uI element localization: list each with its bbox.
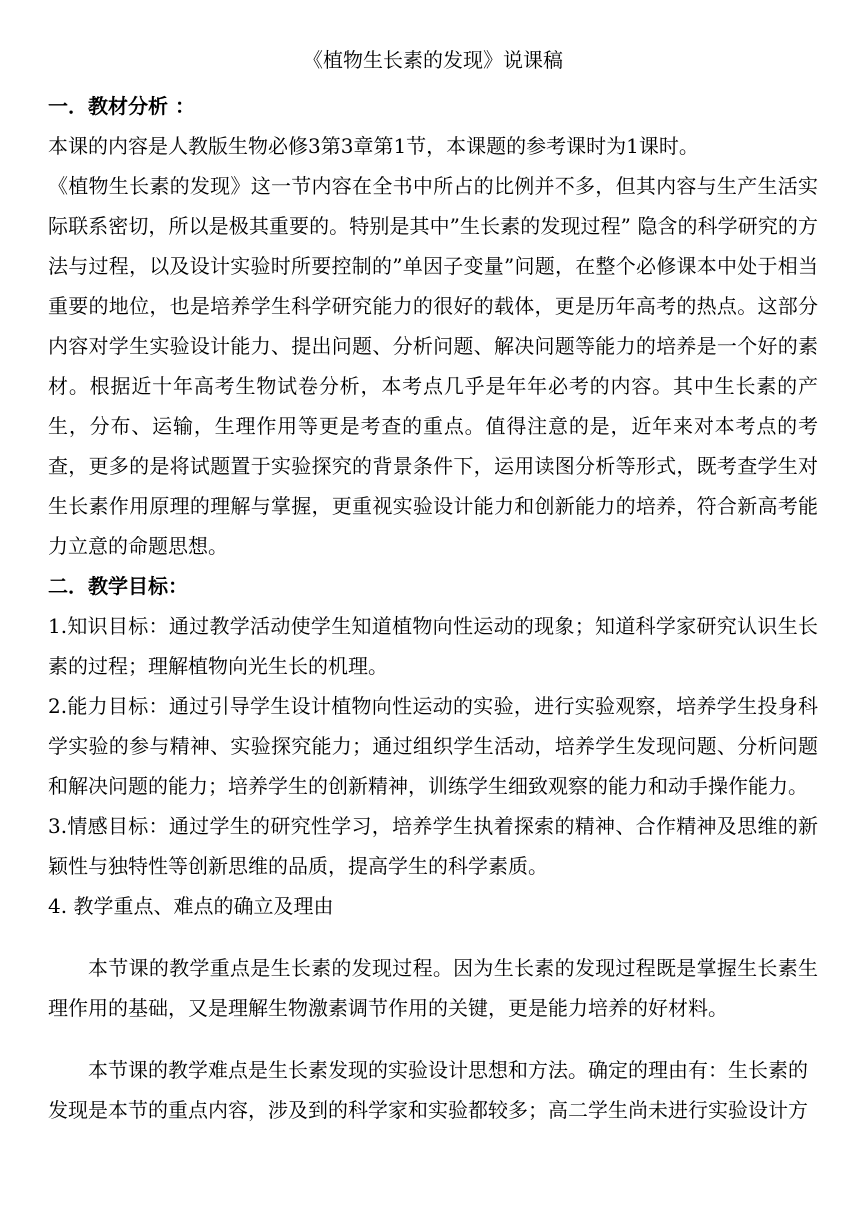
goal-ability: 2.能力目标：通过引导学生设计植物向性运动的实验，进行实验观察，培养学生投身科学实验的参与精神、实验探究能力；通过组织学生活动，培养学生发现问题、分析问题和解决问题的能力；培养学生的创新精神，训练学生细致观察的能力和动手操作能力。 xyxy=(48,694,818,798)
paragraph-course-info: 本课的内容是人教版生物必修3第3章第1节，本课题的参考课时为1课时。 xyxy=(48,134,699,158)
document-title: 《植物生长素的发现》说课稿 xyxy=(303,48,563,72)
goal-knowledge: 1.知识目标：通过教学活动使学生知道植物向性运动的现象；知道科学家研究认识生长素的过程；理解植物向光生长的机理。 xyxy=(48,614,818,678)
paragraph-content-analysis: 《植物生长素的发现》这一节内容在全书中所占的比例并不多，但其内容与生产生活实际联系密切，所以是极其重要的。特别是其中”生长素的发现过程” 隐含的科学研究的方法与过程，以及设计实验时所要控制的”单因子变量”问题，在整个必修课本中处于相当重要的地位，也是培养学生科学研究能力的很好的载体，更是历年高考的热点。这部分内容对学生实验设计能力、提出问题、分析问题、解决问题等能力的培养是一个好的素材。根据近十年高考生物试卷分析，本考点几乎是年年必考的内容。其中生长素的产生，分布、运输，生理作用等更是考查的重点。值得注意的是，近年来对本考点的考查，更多的是将试题置于实验探究的背景条件下，运用读图分析等形式，既考查学生对生长素作用原理的理解与掌握，更重视实验设计能力和创新能力的培养，符合新高考能力立意的命题思想。 xyxy=(48,174,818,558)
goal-key-difficult-points: 4. 教学重点、难点的确立及理由 xyxy=(48,894,334,918)
paragraph-difficulty-line-1: 本节课的教学难点是生长素发现的实验设计思想和方法。确定的理由有：生长素的 xyxy=(88,1058,808,1082)
paragraph-key-point: 本节课的教学重点是生长素的发现过程。因为生长素的发现过程既是掌握生长素生理作用的基础，又是理解生物激素调节作用的关键，更是能力培养的好材料。 xyxy=(48,956,818,1020)
goal-emotion: 3.情感目标：通过学生的研究性学习，培养学生执着探索的精神、合作精神及思维的新颖性与独特性等创新思维的品质，提高学生的科学素质。 xyxy=(48,814,818,878)
section-heading-teaching-goals: 二．教学目标： xyxy=(48,574,188,598)
paragraph-difficulty-line-2: 发现是本节的重点内容，涉及到的科学家和实验都较多；高二学生尚未进行实验设计方 xyxy=(48,1098,808,1122)
document-page xyxy=(48,44,818,1130)
section-heading-textbook-analysis: 一．教材分析 ： xyxy=(48,94,195,118)
